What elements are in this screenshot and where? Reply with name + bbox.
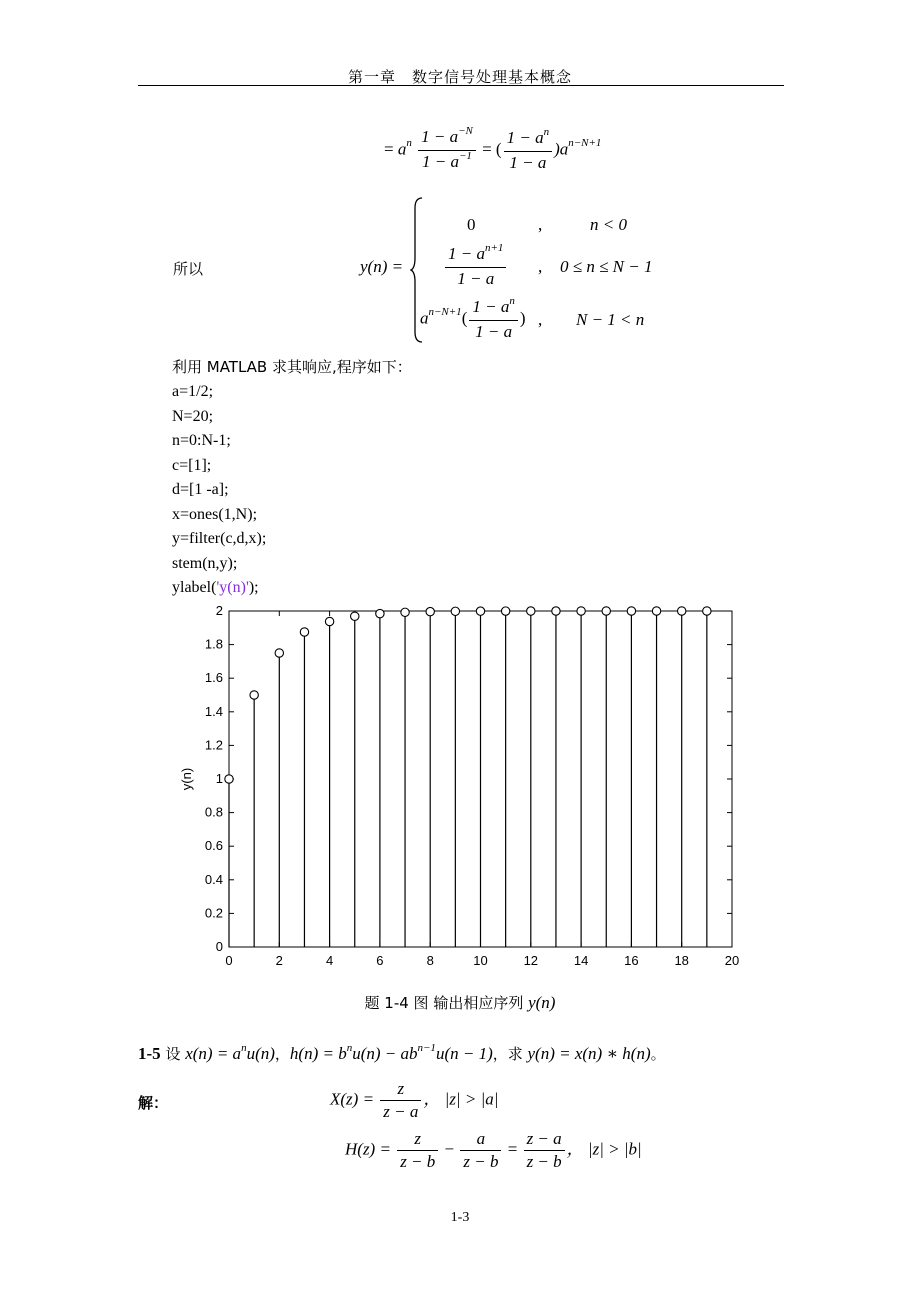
x-tick-label: 10 <box>473 953 488 968</box>
code-line-ylabel: ylabel('y(n)'); <box>172 579 259 596</box>
code-line: x=ones(1,N); <box>172 505 258 523</box>
case2-comma: , <box>538 257 543 276</box>
equation-X: X(z) = $\frac{z}{z - a}$ ， |z| > |a| <box>330 1079 499 1121</box>
problem-1-5: 1-5 设 $x(n) = a^nu(n)$，$h(n) = b^nu(n) - ab^{n-1}u(n - 1)$，求 y(n) = x(n) ∗ h(n)。 <box>138 1042 666 1063</box>
matlab-intro: 利用 MATLAB 求其响应,程序如下： <box>172 358 412 376</box>
eq-close-exp: n−N+1 <box>568 137 602 150</box>
stem-marker <box>250 691 258 699</box>
stem-chart <box>160 598 780 978</box>
case2-condition: 0 ≤ n ≤ N − 1 <box>560 257 653 276</box>
stem-marker <box>577 607 585 615</box>
y-tick-label: 0.2 <box>204 905 223 921</box>
x-tick-label: 8 <box>426 953 434 968</box>
eq-close: )a <box>554 139 569 159</box>
x-tick-label: 16 <box>624 953 639 968</box>
stem-marker <box>703 607 711 615</box>
y-tick-label: 0.6 <box>204 838 223 854</box>
y-tick-label: 2 <box>215 603 223 618</box>
code-line: n=0:N-1; <box>172 432 231 449</box>
so-label: 所以 <box>173 260 204 278</box>
stem-marker <box>376 609 384 617</box>
y-tick-label: 1.4 <box>204 703 223 719</box>
solution-label: 解： <box>138 1094 169 1112</box>
x-tick-label: 20 <box>724 953 740 968</box>
eq-term: a <box>397 139 407 159</box>
stem-marker <box>627 607 635 615</box>
y-axis-label: y(n) <box>179 767 194 791</box>
equation-H: H(z) = $\frac{z}{z - b}$ − $\frac{a}{z - b}$ = $\frac{z - a}{z - b}$ ， |z| > |b| <box>345 1129 642 1171</box>
case3-comma: , <box>538 310 543 329</box>
y-tick-label: 0.8 <box>204 804 223 820</box>
stem-marker <box>451 607 459 615</box>
y-tick-label: 1.2 <box>204 737 223 753</box>
stem-marker <box>225 775 233 783</box>
figure-caption: 题 1-4 图 输出相应序列 y(n) <box>364 993 556 1012</box>
code-line: N=20; <box>172 407 214 425</box>
x-tick-label: 14 <box>573 953 589 968</box>
piecewise-lhs: y(n) = <box>360 257 404 276</box>
y-tick-label: 0.4 <box>204 871 223 887</box>
stem-marker <box>351 612 359 620</box>
stem-marker <box>325 617 333 625</box>
eq-equals: = ( <box>482 139 502 159</box>
code-line: d=[1 -a]; <box>172 481 229 498</box>
case3-condition: N − 1 < n <box>576 310 645 329</box>
page-header: 第一章 数字信号处理基本概念 <box>347 68 572 86</box>
stem-marker <box>401 608 409 616</box>
x-tick-label: 4 <box>325 953 334 968</box>
y-tick-label: 0 <box>215 939 223 954</box>
case1-condition: n < 0 <box>590 215 627 234</box>
case2-expr: $\frac{1 - a^{n+1}}{1 - a}$ <box>443 243 508 290</box>
eq-prefix: = <box>384 139 394 159</box>
eq-fraction-2: $\frac{1 - a^n}{1 - a}$ <box>504 127 552 174</box>
stem-marker <box>426 607 434 615</box>
stem-marker <box>501 607 509 615</box>
stem-marker <box>527 607 535 615</box>
equation-sum-result <box>384 126 601 175</box>
y-tick-label: 1.8 <box>204 636 223 652</box>
matlab-code-block <box>172 380 266 601</box>
stem-marker <box>275 649 283 657</box>
stem-marker <box>552 607 560 615</box>
code-line: stem(n,y); <box>172 554 238 572</box>
eq-fraction-1: $\frac{1 - a^{-N}}{1 - a^{-1}}$ <box>418 126 476 175</box>
x-tick-label: 0 <box>225 953 233 968</box>
page-number: 1-3 <box>450 1210 470 1225</box>
y-tick-label: 1 <box>215 771 223 786</box>
stem-marker <box>476 607 484 615</box>
header-rule <box>138 85 784 86</box>
code-line: y=filter(c,d,x); <box>172 530 267 547</box>
x-tick-label: 12 <box>523 953 539 968</box>
stem-marker <box>678 607 686 615</box>
stem-marker <box>652 607 660 615</box>
code-line: a=1/2; <box>172 383 214 400</box>
eq-term-exp: n <box>406 137 412 150</box>
stem-marker <box>300 628 308 636</box>
x-tick-label: 6 <box>376 953 384 968</box>
x-tick-label: 2 <box>275 953 283 968</box>
y-tick-label: 1.6 <box>204 670 223 686</box>
code-line: c=[1]; <box>172 456 212 474</box>
stem-marker <box>602 607 610 615</box>
case3-expr: $a^{n-N+1}$( $\frac{1 - a^n}{1 - a}$ ) <box>420 295 526 341</box>
case1-expr: 0 <box>467 215 476 234</box>
x-tick-label: 18 <box>674 953 689 968</box>
case1-comma: , <box>538 215 543 234</box>
